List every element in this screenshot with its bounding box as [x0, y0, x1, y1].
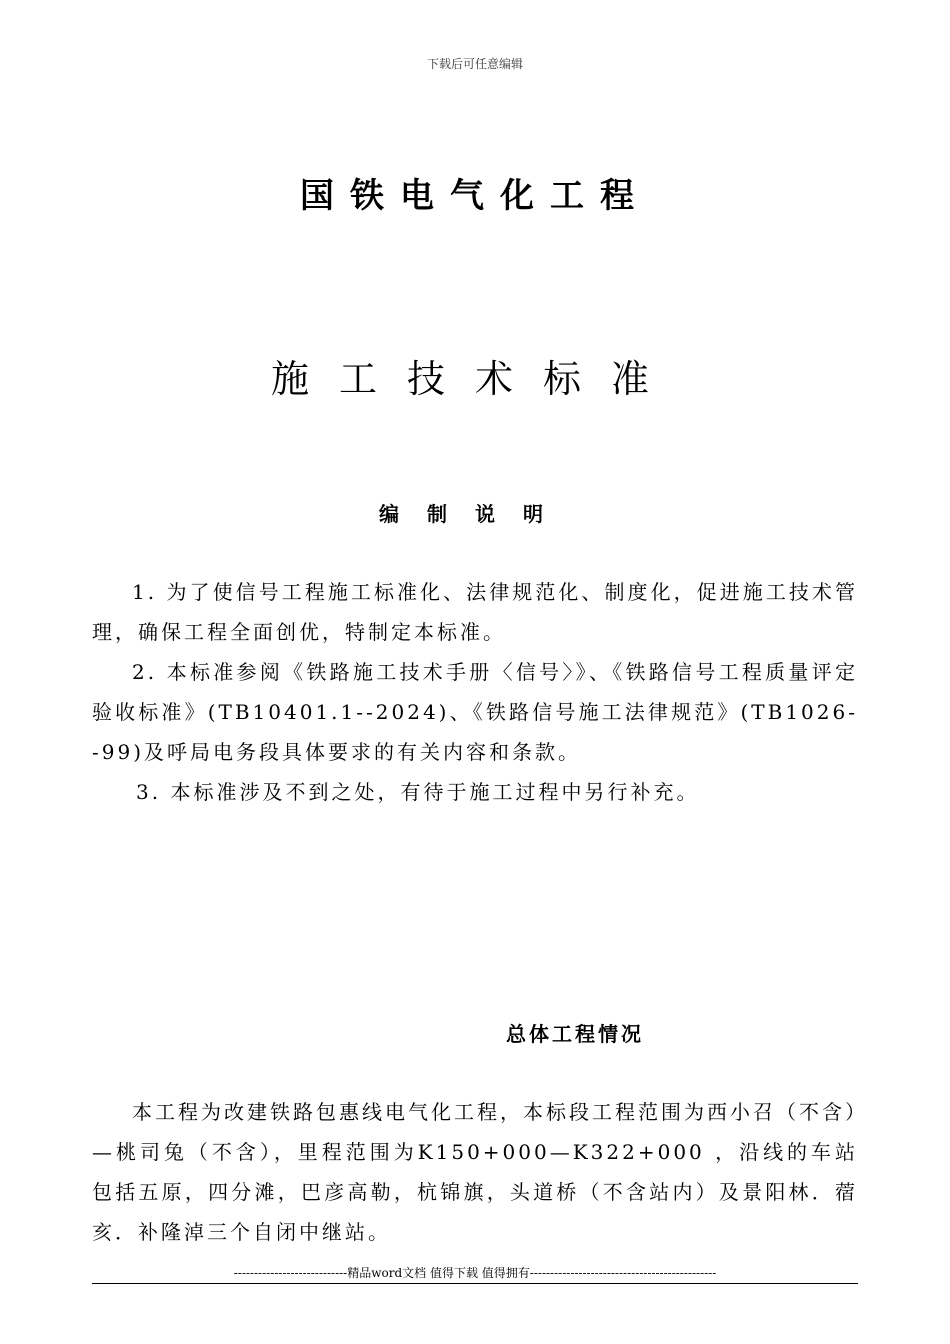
note-item-1: 1. 为了使信号工程施工标准化、法律规范化、制度化，促进施工技术管理，确保工程全面创优，特制定本标准。 [92, 580, 858, 644]
footer-line: ----------------------------精品word文档 值得下载 值得拥有---------------------------------------------- [92, 1264, 858, 1284]
overview-paragraph: 本工程为改建铁路包惠线电气化工程，本标段工程范围为西小召（不含）—桃司兔（不含），里程范围为K150+000—K322+000 ，沿线的车站包括五原，四分滩，巴彦高勒，杭锦旗，头道桥（不含站内）及景阳林．蓿亥．补隆淖三个自闭中继站。 [92, 1100, 858, 1244]
project-overview [92, 1092, 858, 1252]
document-title: 国铁电气化工程 [300, 176, 650, 216]
section-heading-project-overview: 总体工程情况 [506, 1022, 644, 1046]
header-note: 下载后可任意编辑 [426, 57, 523, 71]
note-item-3: 3. 本标准涉及不到之处，有待于施工过程中另行补充。 [136, 780, 700, 804]
note-item-2: 2. 本标准参阅《铁路施工技术手册〈信号〉》、《铁路信号工程质量评定验收标准》(TB10401.1--2024)、《铁路信号施工法律规范》(TB1026--99)及呼局电务段具体要求的有关内容和条款。 [92, 660, 858, 764]
preparation-notes [92, 572, 858, 812]
document-subtitle: 施工技术标准 [270, 357, 679, 401]
section-heading-preparation-notes: 编制说明 [379, 502, 571, 526]
